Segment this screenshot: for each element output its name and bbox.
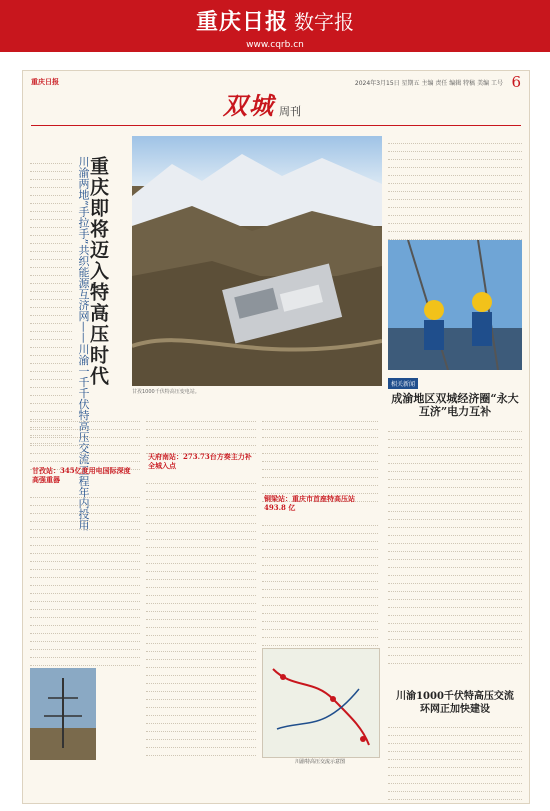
site-url[interactable]: www.cqrb.cn (246, 40, 304, 50)
masthead-top (31, 73, 521, 91)
lower-column-3 (262, 414, 378, 502)
masthead-rule (31, 125, 521, 126)
lower-column-1 (30, 414, 140, 470)
article-headline: 重庆即将迈入特高压时代 (87, 156, 109, 387)
main-photo (132, 136, 382, 386)
box-title-2: 天府南站：273.73台方奏主力补全城入点 (148, 452, 252, 470)
masthead-meta: 2024年3月15日 星期五 主编 责任 编辑 特稿 美编 工号 (354, 80, 503, 87)
site-logo[interactable] (0, 0, 550, 40)
site-header (0, 0, 550, 52)
route-map (262, 648, 380, 758)
construction-image (30, 668, 96, 760)
box-title-1: 甘孜站：345亿度用电国际深度高强重器 (32, 466, 131, 484)
workers-image (388, 240, 522, 370)
box-title-3: 铜梁站：重庆市首座特高压站 493.8 亿 (264, 494, 355, 512)
lower-column-1b (30, 490, 140, 666)
substation-photo (132, 136, 382, 386)
bottom-article-title: 川渝1000千伏特高压交流环网正加快建设 (396, 691, 514, 715)
section-title (223, 91, 301, 121)
right-column-text (388, 136, 522, 248)
logo-subtitle: 数字报 (294, 9, 354, 34)
logo-text: 重庆日报 (195, 8, 288, 35)
section-name: 双城 (223, 91, 275, 120)
workers-photo (388, 240, 522, 370)
article-subhead: 川渝两地“手拉手”共织能源互济网——川渝一千千伏特高压交流工程年内投用 (77, 156, 90, 531)
paper-name: 重庆日报 (31, 77, 59, 86)
main-photo-caption: 甘孜1000千伏特高压变电站。 (132, 389, 200, 395)
sidebar-title: 成渝地区双城经济圈“永大互济”电力互补 (391, 392, 519, 418)
map-image (263, 649, 379, 757)
bottom-article-text (388, 720, 522, 800)
page-number: 6 (511, 73, 521, 91)
sidebar-kicker: 相关新闻 (388, 378, 418, 389)
section-weekly: 周刊 (279, 105, 301, 118)
map-caption: 川渝特高压交流示意图 (294, 759, 345, 765)
lower-column-2b (146, 476, 256, 756)
construction-photo (30, 668, 96, 760)
lower-column-2 (146, 414, 256, 454)
lower-column-3b (262, 518, 378, 654)
sidebar-text (388, 424, 522, 664)
